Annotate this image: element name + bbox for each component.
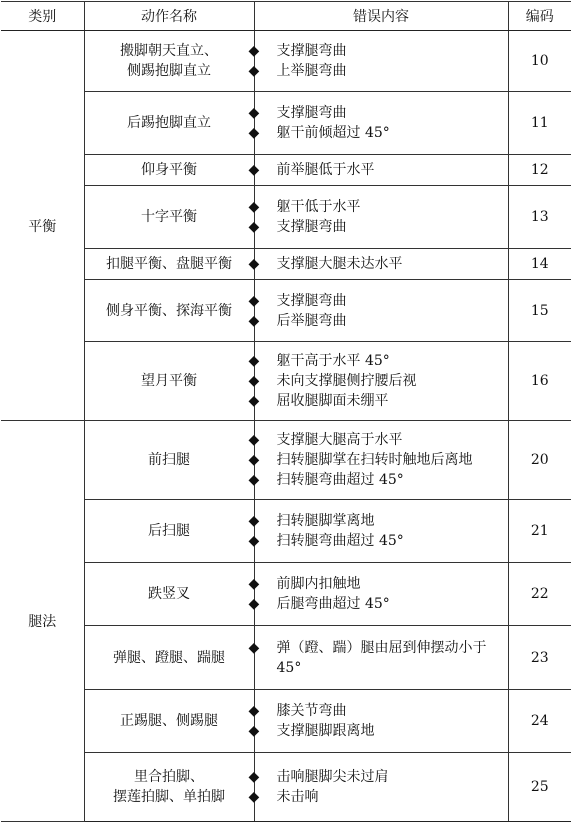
- category-cell: 平衡: [1, 31, 84, 421]
- action-name-line: 后扫腿: [148, 523, 190, 539]
- action-name-line: 前扫腿: [148, 452, 190, 468]
- action-name-cell: [84, 753, 254, 822]
- diamond-bullet-icon: ◆: [248, 199, 260, 215]
- error-item: [248, 450, 508, 470]
- error-item: [248, 430, 508, 450]
- action-name-cell: [84, 563, 254, 626]
- error-item: [248, 61, 508, 81]
- error-item: [248, 254, 508, 274]
- diamond-bullet-icon: ◆: [248, 703, 260, 719]
- diamond-bullet-icon: ◆: [248, 373, 260, 389]
- action-name-line: 搬脚朝天直立、: [120, 43, 218, 59]
- error-content-cell: [248, 500, 508, 563]
- error-item: [248, 391, 508, 411]
- error-content-cell: [248, 342, 508, 421]
- error-text: 支撑腿弯曲: [276, 292, 347, 309]
- error-content-cell: [248, 155, 508, 186]
- action-name-cell: [84, 155, 254, 186]
- diamond-bullet-icon: ◆: [248, 292, 260, 309]
- action-name-line: 摆莲拍脚、单拍脚: [113, 789, 225, 805]
- table-row: [1, 626, 571, 690]
- error-text: 上举腿弯曲: [276, 63, 347, 79]
- error-item: [248, 531, 508, 551]
- error-content-cell: [248, 753, 508, 822]
- error-text: 扫转腿脚掌离地: [276, 513, 375, 529]
- category-cell: 腿法: [1, 421, 84, 822]
- code-cell: 25: [508, 753, 571, 822]
- error-text: 未击响: [276, 789, 319, 805]
- header-category: 类别: [1, 2, 84, 31]
- error-text: 扫转腿弯曲超过 45°: [276, 472, 404, 488]
- table-row: [1, 342, 571, 421]
- diamond-bullet-icon: ◆: [248, 513, 260, 529]
- error-item: [248, 767, 508, 787]
- error-text: 后腿弯曲超过 45°: [276, 596, 390, 612]
- error-item: [248, 701, 508, 721]
- error-content-cell: [248, 421, 508, 500]
- diamond-bullet-icon: ◆: [248, 723, 260, 739]
- error-content-cell: [248, 626, 508, 690]
- error-item: [248, 638, 508, 678]
- error-text: 支撑腿弯曲: [276, 219, 347, 235]
- table-row: [1, 753, 571, 822]
- error-content-cell: [248, 249, 508, 280]
- error-text: 后举腿弯曲: [276, 312, 347, 329]
- table-row: [1, 249, 571, 280]
- table-row: [1, 690, 571, 753]
- error-text: 支撑腿大腿高于水平: [276, 432, 403, 448]
- error-item: [248, 787, 508, 807]
- error-item: [248, 123, 508, 143]
- diamond-bullet-icon: ◆: [248, 162, 260, 178]
- error-text: 扫转腿弯曲超过 45°: [276, 533, 404, 549]
- code-cell: 22: [508, 563, 571, 626]
- diamond-bullet-icon: ◆: [248, 639, 260, 656]
- error-text: 支撑腿大腿未达水平: [276, 256, 403, 272]
- action-name-line: 跌竖叉: [148, 586, 190, 602]
- error-text: 支撑腿弯曲: [276, 105, 347, 121]
- error-item: [248, 197, 508, 217]
- table-row: [1, 563, 571, 626]
- diamond-bullet-icon: ◆: [248, 219, 260, 235]
- action-name-line: 十字平衡: [141, 209, 197, 225]
- error-text: 屈收腿脚面未绷平: [276, 393, 389, 409]
- diamond-bullet-icon: ◆: [248, 432, 260, 448]
- action-name-line: 正踢腿、侧踢腿: [120, 713, 218, 729]
- error-item: [248, 511, 508, 531]
- error-item: [248, 594, 508, 614]
- action-name-cell: [84, 690, 254, 753]
- error-content-cell: [248, 31, 508, 92]
- header-error: 错误内容: [254, 2, 508, 31]
- header-row: [1, 2, 571, 31]
- error-item: [248, 217, 508, 237]
- error-item: [248, 721, 508, 741]
- table-row: [1, 31, 571, 92]
- diamond-bullet-icon: ◆: [248, 452, 260, 468]
- code-cell: 10: [508, 31, 571, 92]
- diamond-bullet-icon: ◆: [248, 312, 260, 329]
- action-name-cell: [84, 342, 254, 421]
- diamond-bullet-icon: ◆: [248, 472, 260, 488]
- action-name-cell: [84, 31, 254, 92]
- action-name-line: 仰身平衡: [141, 162, 197, 178]
- table-row: [1, 280, 571, 342]
- table-row: [1, 92, 571, 155]
- error-text: 扫转腿脚掌在扫转时触地后离地: [276, 452, 473, 468]
- code-cell: 11: [508, 92, 571, 155]
- diamond-bullet-icon: ◆: [248, 105, 260, 121]
- error-text: 躯干低于水平: [276, 199, 361, 215]
- code-cell: 20: [508, 421, 571, 500]
- error-text: 弹（蹬、踹）腿由屈到伸摆动小于 45°: [276, 639, 487, 676]
- header-code: 编码: [508, 2, 571, 31]
- table-body: [1, 31, 571, 822]
- error-content-cell: [248, 563, 508, 626]
- code-cell: 23: [508, 626, 571, 690]
- diamond-bullet-icon: ◆: [248, 393, 260, 409]
- diamond-bullet-icon: ◆: [248, 125, 260, 141]
- diamond-bullet-icon: ◆: [248, 533, 260, 549]
- error-item: [248, 371, 508, 391]
- code-cell: 16: [508, 342, 571, 421]
- error-item: [248, 311, 508, 331]
- error-content-cell: [248, 280, 508, 342]
- code-cell: 24: [508, 690, 571, 753]
- code-cell: 15: [508, 280, 571, 342]
- error-content-cell: [248, 690, 508, 753]
- error-item: [248, 160, 508, 180]
- code-cell: 13: [508, 186, 571, 249]
- action-name-line: 扣腿平衡、盘腿平衡: [106, 256, 232, 272]
- error-text: 躯干高于水平 45°: [276, 353, 390, 369]
- header-action: 动作名称: [84, 2, 254, 31]
- table-row: [1, 500, 571, 563]
- action-name-cell: [84, 249, 254, 280]
- error-item: [248, 574, 508, 594]
- diamond-bullet-icon: ◆: [248, 596, 260, 612]
- action-name-cell: [84, 500, 254, 563]
- error-text: 膝关节弯曲: [276, 703, 347, 719]
- diamond-bullet-icon: ◆: [248, 256, 260, 272]
- action-name-line: 侧身平衡、探海平衡: [106, 302, 232, 319]
- action-name-line: 侧踢抱脚直立: [127, 63, 211, 79]
- diamond-bullet-icon: ◆: [248, 769, 260, 785]
- action-name-cell: [84, 92, 254, 155]
- error-text: 击响腿脚尖未过肩: [276, 769, 389, 785]
- action-name-cell: [84, 421, 254, 500]
- error-item: [248, 351, 508, 371]
- action-name-line: 里合拍脚、: [134, 769, 204, 785]
- error-item: [248, 41, 508, 61]
- error-text: 前举腿低于水平: [276, 162, 375, 178]
- error-item: [248, 291, 508, 311]
- error-text: 前脚内扣触地: [276, 576, 361, 592]
- error-content-cell: [248, 92, 508, 155]
- diamond-bullet-icon: ◆: [248, 43, 260, 59]
- action-name-line: 望月平衡: [141, 373, 197, 389]
- action-name-cell: [84, 280, 254, 342]
- code-cell: 14: [508, 249, 571, 280]
- error-item: [248, 103, 508, 123]
- error-text: 未向支撑腿侧拧腰后视: [276, 373, 417, 389]
- error-content-cell: [248, 186, 508, 249]
- error-text: 躯干前倾超过 45°: [276, 125, 390, 141]
- table-row: [1, 421, 571, 500]
- action-name-cell: [84, 186, 254, 249]
- error-item: [248, 470, 508, 490]
- diamond-bullet-icon: ◆: [248, 789, 260, 805]
- table-row: [1, 155, 571, 186]
- diamond-bullet-icon: ◆: [248, 576, 260, 592]
- code-cell: 12: [508, 155, 571, 186]
- diamond-bullet-icon: ◆: [248, 353, 260, 369]
- error-code-table: [1, 1, 571, 822]
- table-row: [1, 186, 571, 249]
- action-name-line: 弹腿、蹬腿、踹腿: [113, 649, 225, 666]
- code-cell: 21: [508, 500, 571, 563]
- diamond-bullet-icon: ◆: [248, 63, 260, 79]
- action-name-line: 后踢抱脚直立: [127, 115, 211, 131]
- action-name-cell: [84, 626, 254, 690]
- error-text: 支撑腿脚跟离地: [276, 723, 375, 739]
- error-text: 支撑腿弯曲: [276, 43, 347, 59]
